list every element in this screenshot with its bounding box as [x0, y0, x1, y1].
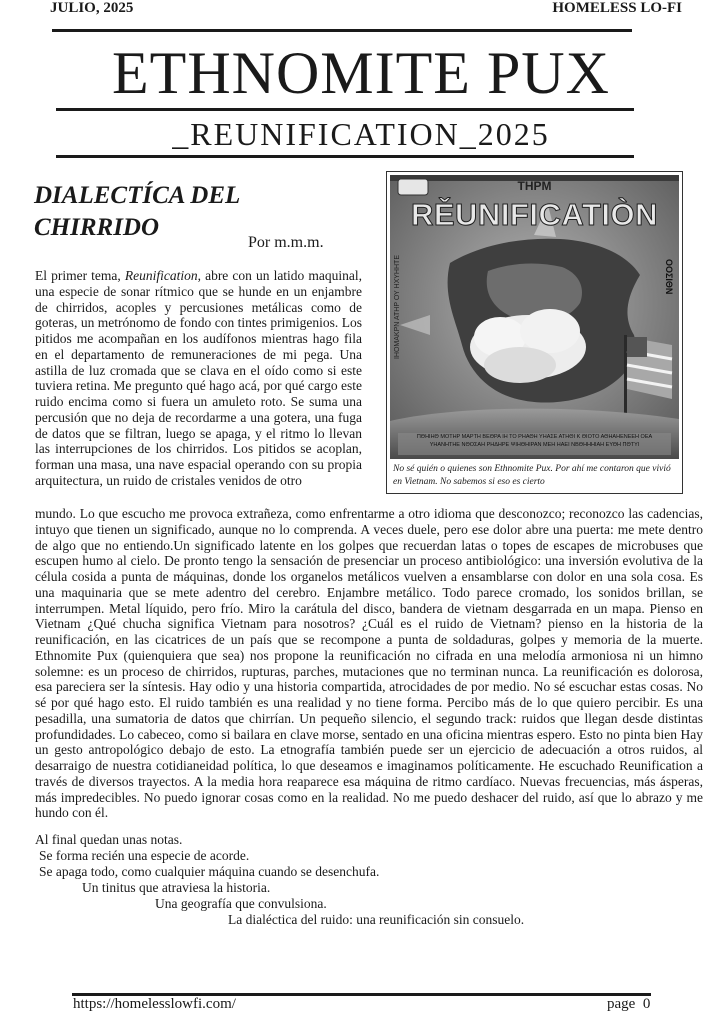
- album-cover-figure: [386, 171, 683, 494]
- poem-line: Se forma recién una especie de acorde.: [39, 848, 250, 863]
- album-cover-image: [390, 175, 679, 459]
- page-number: 0: [642, 996, 651, 1012]
- issue-date: JULIO, 2025: [50, 0, 134, 16]
- masthead-title: ETHNOMITE PUX: [112, 40, 610, 106]
- article-column-text: [35, 268, 362, 489]
- masthead-rule: [56, 108, 634, 111]
- top-rule: [52, 29, 632, 32]
- cover-bottom-text: ΠΘΗΙΗΘ ΜΟΤΗΡ ΜΑΡΤΗ ΒΕΘΡΑ ΙΗ ΤΟ ΡΗΑΘΗ ΥΗΑΣΕ ΑΤΗΘΙ Κ ΘΙΟΤΟ ΑΘΗΑΗΕΝΕΕΗ ΟΕΑ ΥΗΑΝΗΤΗΕ ΝΘΟΣΑΗ ΡΗΔΗΡΕ ΨΙΗΘΗΙΡΑΝ ΜΕΗ ΗΑΕΙ ΝΒΘΗΗΗΙΑΗ ΕΥΘΗ ΠΘΤΥΙ: [416, 434, 653, 448]
- headline-line-1: DIALECTÍCA DEL: [34, 182, 241, 209]
- poem-line: Un tinitus que atraviesa la historia.: [82, 880, 271, 895]
- publication-name: HOMELESS LO-FI: [552, 0, 682, 16]
- article-full-text: mundo. Lo que escucho me provoca extrañeza, como enfrentarme a otro idioma que desconozco; reconozco las cadencias, intuyo que tienen un significado, aunque no lo comprenda. A veces duele, pero ese dolor abre una puerta: me mete dentro de algo que no entiendo.Un significado latente en los golpes que recuerdan latas o topes de escapes de microbuses que escupen humo al cielo. De pronto tengo la sensación de presenciar un proceso antibiológico: una inversión evolutiva de la célula cosida a punta de máquinas, donde los organelos metálicos vuelven a ensamblarse con dolor en una sola cosa. Es una maquinaria que se mete adentro del cerebro. Enjambre metálico. Todo parece cromado, los sonidos brillan, se interrumpen. Metal líquido, pero frío. Miro la carátula del disco, bandera de vietnam desgarrada en un mapa. Pienso en Vietnam ¿Qué chucha significa Vietnam para nosotros? ¿Cuál es el ruido de Vietnam? pienso en la historia de la reunificación, en las cicatrices de un país que se recompone a punta de soldaduras, golpes y memoria de la muerte. Ethnomite Pux (quienquiera que sea) nos propone la reunificación no cifrada en una melodía armoniosa ni un himno solemne: es un proceso de chirridos, rupturas, parches, mutaciones que no terminan nunca. La reunificación es dolorosa, esa pareciera ser la síntesis. Hay odio y una historia compartida, atrocidades de por medio. No sé escuchar estas cosas. No sé por qué hago esto. El ruido también es una realidad y no tiene forma. Percibo más de lo que quiero percibir. Es una pesadilla, una sumatoria de datos que chirrían. Un pequeño silencio, el segundo track: ruidos que llegan desde distintas profundidades. Lo cabeceo, como si bailara en clave morse, sentado en una oficina mientras espero. Esto no pinta bien Hay un gesto antropológico debajo de esto. La etnografía también puede ser un ejercicio de adecuación a otros ruidos, al desarraigo de nuestra cotidianeidad política, lo que deseamos e imaginamos políticamente. He escuchado Reunification a través de diversos trayectos. A la media hora reaparece esa máquina de ritmo cardíaco. Nuevas frecuencias, más ásperas, más impredecibles. No puedo ignorar cosas como en la realidad. No me puedo deshacer del ruido, así que lo abrazo y me hundo con él.: [35, 506, 703, 821]
- footer-page-number: [607, 996, 650, 1013]
- album-title-emphasis: Reunification: [124, 268, 198, 283]
- article-headline: [34, 180, 240, 244]
- cover-vertical-text: ΙΗΟΜΑΚΡΝ ΑΤΗΡ ΟΥ ΗΧΥΗΗΤΕ: [394, 255, 401, 360]
- poem-line: La dialéctica del ruido: una reunificación sin consuelo.: [228, 912, 525, 927]
- cover-top-label: THPM: [517, 179, 552, 193]
- column-text-start: El primer tema,: [35, 268, 125, 283]
- headline-line-2: CHIRRIDO: [34, 214, 160, 241]
- page-label: page: [607, 996, 636, 1012]
- poem-line: Se apaga todo, como cualquier máquina cuando se desenchufa.: [39, 864, 380, 879]
- footer-url-link[interactable]: https://homelesslowfi.com/: [73, 996, 236, 1012]
- cover-side-text: ΟΟΣΙΘΝ: [664, 259, 674, 295]
- poem-line: Al final quedan unas notas.: [35, 832, 183, 847]
- figure-caption: No sé quién o quienes son Ethnomite Pux. Por ahí me contaron que vivió en Vietnam. No sabemos si eso es cierto: [393, 464, 671, 487]
- cover-title: RĚUNIFICATIÒN: [410, 197, 659, 232]
- subtitle-rule: [56, 155, 634, 158]
- masthead-subtitle: _REUNIFICATION_2025: [172, 116, 550, 152]
- column-text-rest: , abre con un latido maquinal, una especie de sonar rítmico que se hunde en un enjambre de chirridos, acoples y percusiones metálicas como de goteras, un metrónomo de fondo con tintes primigenios. Los pitidos me acompañan en los audífonos mientras hago fila en el departamento de remuneraciones de mi pega. Una astilla de luz cromada que se clava en el oído como si este tuviera retina. Me pregunto qué hago acá, por qué cargo este ruido encima como si fuera un amuleto roto. Se suma una percusión que no deja de recordarme a una gotera, una fuga de datos que se filtran, luego se apaga, y el ritmo lo llevan las interrupciones de los chirridos. Los pitidos se acoplan, forman una masa, una nave espacial operando con su propia arquitectura, un ruido de cristales venidos de otro: [35, 268, 363, 488]
- byline: Por m.m.m.: [248, 234, 324, 251]
- poem-line: Una geografía que convulsiona.: [155, 896, 327, 911]
